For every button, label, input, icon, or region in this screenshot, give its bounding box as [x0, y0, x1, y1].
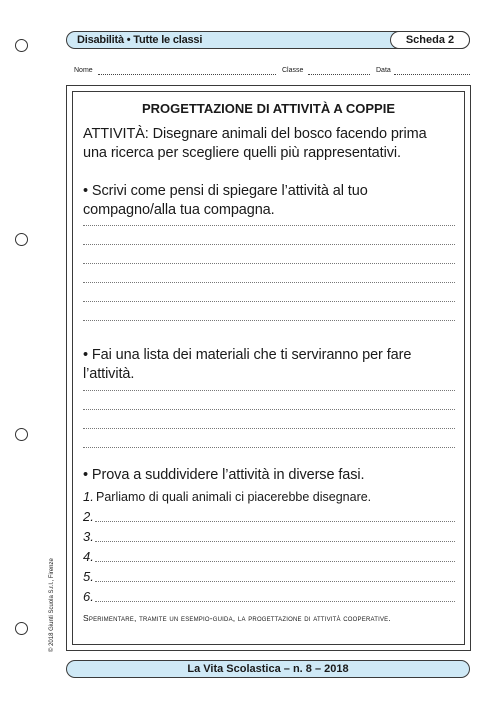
step-answer-line[interactable]: [95, 581, 455, 582]
prompt-phases: • Prova a suddividere l’attività in diverse fasi.: [83, 467, 365, 483]
step-number: 5.: [83, 569, 94, 584]
step-answer-line[interactable]: [95, 601, 455, 602]
step-number: 4.: [83, 549, 94, 564]
answer-line[interactable]: [83, 428, 455, 429]
worksheet-inner: [72, 91, 465, 645]
date-field[interactable]: [394, 74, 470, 75]
answer-line[interactable]: [83, 301, 455, 302]
answer-line[interactable]: [83, 409, 455, 410]
copyright-notice: © 2018 Giunti Scuola S.r.l., Firenze: [49, 558, 55, 652]
step-number: 3.: [83, 529, 94, 544]
header-bar: [66, 31, 470, 49]
date-label: Data: [376, 67, 391, 74]
binder-hole-upper: [15, 233, 28, 246]
class-label: Classe: [282, 67, 304, 74]
answer-line[interactable]: [83, 320, 455, 321]
binder-hole-lower: [15, 428, 28, 441]
prompt-explain: • Scrivi come pensi di spiegare l’attività al tuo compagno/alla tua compagna.: [83, 183, 368, 218]
step-answer-line[interactable]: [95, 561, 455, 562]
class-field[interactable]: [308, 74, 370, 75]
binder-hole-top: [15, 39, 28, 52]
worksheet-title: PROGETTAZIONE DI ATTIVITÀ A COPPIE: [141, 101, 396, 116]
step-number: 2.: [83, 509, 94, 524]
step-answer-line[interactable]: [95, 521, 455, 522]
activity-description: ATTIVITÀ: Disegnare animali del bosco facendo prima una ricerca per scegliere quelli più rappresentativi.: [83, 126, 427, 161]
teacher-note: Sperimentare, tramite un esempio-guida, la progettazione di attività cooperative.: [83, 613, 391, 623]
answer-line[interactable]: [83, 447, 455, 448]
category-label: Disabilità • Tutte le classi: [77, 34, 203, 46]
name-label: Nome: [74, 67, 93, 74]
name-field[interactable]: [98, 74, 276, 75]
student-info-line: [74, 67, 470, 79]
step-text: Parliamo di quali animali ci piacerebbe disegnare.: [96, 490, 372, 504]
answer-line[interactable]: [83, 282, 455, 283]
step-number: 1.: [83, 489, 94, 504]
footer-bar: La Vita Scolastica – n. 8 – 2018: [66, 660, 470, 678]
sheet-label: Scheda 2: [390, 31, 470, 49]
step-number: 6.: [83, 589, 94, 604]
answer-line[interactable]: [83, 225, 455, 226]
answer-line[interactable]: [83, 263, 455, 264]
step-answer-line[interactable]: [95, 541, 455, 542]
answer-line[interactable]: [83, 244, 455, 245]
answer-line[interactable]: [83, 390, 455, 391]
worksheet-frame: [66, 85, 471, 651]
prompt-materials: • Fai una lista dei materiali che ti serviranno per fare l’attività.: [83, 347, 412, 382]
binder-hole-bottom: [15, 622, 28, 635]
